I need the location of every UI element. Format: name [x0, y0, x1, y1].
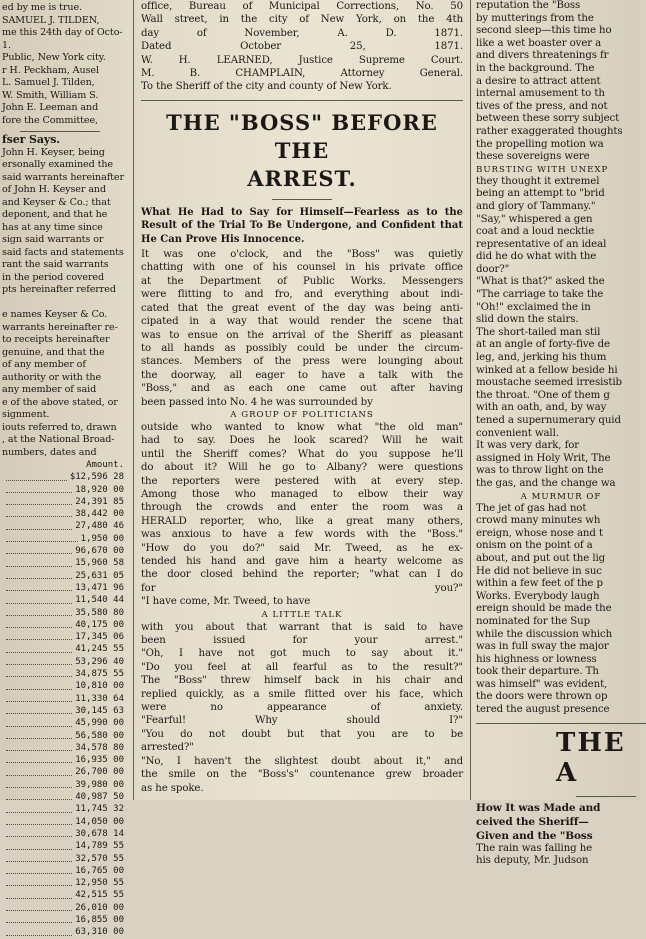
leader-dots — [6, 680, 72, 689]
article-subhead: What He Had to Say for Himself—Fearless as to the Result of the Trial To Be Undergone, and Confident that He Can Prove His Innocence. — [141, 206, 463, 245]
text-line: were no appearance of anxiety. — [141, 702, 463, 714]
leader-dots — [6, 717, 72, 726]
ledger-amount: 41,245 55 — [75, 644, 124, 655]
leader-dots — [6, 754, 72, 763]
text-line: were flitting to and fro, and everything about indi- — [141, 289, 463, 301]
leader-dots — [6, 508, 72, 517]
right-paragraph-1 — [476, 176, 646, 491]
text-line: The "Boss" threw himself back in his chair and — [141, 675, 463, 687]
text-line: "What is that?" asked the — [476, 276, 605, 288]
leader-dots — [6, 656, 72, 665]
ledger-amount: 30,145 63 — [75, 705, 124, 716]
text-line: pts hereinafter referred — [2, 284, 116, 295]
text-line: said warrants hereinafter — [2, 171, 124, 183]
text-line: nominated for the Sup — [476, 615, 591, 627]
subsection-head-talk: A LITTLE TALK — [261, 609, 343, 620]
ledger-table — [0, 459, 130, 939]
text-line: r H. Peckham, Ausel — [2, 64, 99, 76]
text-line: "Oh!" exclaimed the in — [476, 301, 591, 313]
left-section-head: fser Says. — [2, 133, 61, 146]
text-line: leg, and, jerking his thum — [476, 352, 607, 364]
text-line: rant the said warrants — [2, 259, 109, 270]
text-line: his deputy, Mr. Judson — [476, 855, 589, 867]
text-line: ed by me is true. — [2, 2, 82, 13]
subhead-line: How It was Made and — [476, 801, 601, 814]
ledger-row — [2, 545, 124, 557]
text-line: these sovereigns were — [476, 151, 590, 163]
column-rule-right — [470, 0, 471, 800]
ledger-row — [2, 643, 124, 655]
ledger-row — [2, 705, 124, 717]
right-top-text — [476, 0, 646, 164]
headline-line-2: ARREST. — [247, 165, 357, 191]
ledger-amount: 10,810 00 — [75, 681, 124, 692]
leader-dots — [6, 877, 72, 886]
ledger-amount: 13,471 96 — [75, 582, 124, 593]
text-line: the door closed behind the reporter; "what can I do — [141, 569, 463, 581]
ledger-amount: 24,391 85 — [75, 496, 124, 507]
text-line: door?" — [476, 263, 510, 275]
text-line: the propelling motion wa — [476, 138, 604, 150]
ledger-amount: 39,980 00 — [75, 779, 124, 790]
text-line: tives of the press, and not — [476, 100, 608, 112]
text-line: onism on the point of a — [476, 540, 593, 552]
text-line: Wall street, in the city of New York, on the 4th — [141, 14, 463, 26]
ledger-amount: 1,950 00 — [80, 533, 124, 544]
leader-dots — [6, 643, 72, 652]
text-line: John H. Keyser, being — [2, 146, 105, 158]
ledger-amount: 40,987 50 — [75, 792, 124, 803]
text-line: Among those who managed to elbow their way — [141, 488, 463, 500]
ledger-row — [2, 730, 124, 742]
text-line: e names Keyser & Co. — [2, 309, 108, 320]
leader-dots — [6, 828, 72, 837]
text-line: office, Bureau of Municipal Corrections, No. 50 — [141, 1, 463, 12]
text-line: the reporters were pestered with at every step. — [141, 475, 463, 487]
ledger-row — [2, 631, 124, 643]
text-line: to all hands as possibly could be under the circum- — [141, 342, 463, 354]
text-line: the smile on the "Boss's" countenance grew broader — [141, 769, 463, 781]
text-line: tered the august presence — [476, 704, 610, 716]
ledger-amount: 30,678 14 — [75, 828, 124, 839]
text-line: cipated in a way that would render the scene that — [141, 316, 463, 328]
text-line: John E. Leeman and — [2, 102, 99, 113]
leader-dots — [6, 853, 72, 862]
text-line: me this 24th day of Octo- — [2, 27, 123, 38]
ledger-row — [2, 668, 124, 680]
text-line: of any member of — [2, 359, 86, 370]
text-line: "No, I haven't the slightest doubt about it," and — [141, 755, 463, 767]
text-line: "The carriage to take the — [476, 289, 604, 301]
text-line: of John H. Keyser and — [2, 184, 107, 195]
leader-dots — [6, 889, 72, 898]
center-column — [141, 0, 463, 800]
text-line: and glory of Tammany." — [476, 200, 596, 212]
text-line: "Fearful! Why should I?" — [141, 715, 463, 727]
article-paragraph-1 — [141, 248, 463, 409]
text-line: was anxious to have a few words with the "Boss." — [141, 529, 463, 541]
ledger-amount: 11,540 44 — [75, 595, 124, 606]
ledger-row — [2, 693, 124, 705]
ledger-amount: 34,578 80 — [75, 742, 124, 753]
text-line: was himself" was evident, — [476, 678, 608, 690]
ledger-row — [2, 496, 124, 508]
leader-dots — [6, 779, 72, 788]
ledger-row — [2, 926, 124, 938]
text-line: L. Samuel J. Tilden, — [2, 77, 95, 88]
right-subsection-head-1: BURSTING WITH UNEXP — [476, 164, 609, 175]
ledger-amount: 53,296 40 — [75, 656, 124, 667]
subhead-line: ceived the Sheriff— — [476, 815, 589, 828]
text-line: W. Smith, William S. — [2, 89, 99, 101]
ledger-header — [2, 459, 124, 471]
text-line — [2, 297, 126, 310]
text-line: ereign, whose nose and t — [476, 527, 603, 539]
text-line: been passed into No. 4 he was surrounded by — [141, 396, 373, 408]
text-line: between these sorry subject — [476, 113, 620, 125]
left-body-text — [0, 147, 130, 460]
text-line: was to throw light on the — [476, 465, 604, 477]
text-line: cated that the great event of the day was being anti- — [141, 302, 463, 314]
text-line: they thought it extremel — [476, 175, 600, 187]
ledger-amount: 12,950 55 — [75, 878, 124, 889]
text-line: and Keyser & Co.; that — [2, 196, 111, 208]
ledger-row — [2, 607, 124, 619]
text-line: Dated October 25, 1871. — [141, 41, 463, 53]
text-line: replied quickly, as a smile flitted over his face, which — [141, 688, 463, 700]
article-paragraph-2 — [141, 421, 463, 609]
ledger-amount: 16,855 00 — [75, 914, 124, 925]
ledger-amount: 17,345 06 — [75, 632, 124, 643]
text-line: do about it? Will he go to Albany? were questions — [141, 462, 463, 474]
text-line: ersonally examined the — [2, 159, 113, 170]
ledger-amount: 63,310 00 — [75, 927, 124, 938]
left-divider — [20, 131, 100, 132]
text-line: He did not believe in suc — [476, 565, 602, 577]
text-line: for you?" — [141, 582, 463, 594]
headline-rule-short — [272, 199, 332, 200]
ledger-amount: 16,765 00 — [75, 865, 124, 876]
ledger-amount: 26,010 00 — [75, 902, 124, 913]
text-line: e of the above stated, or — [2, 396, 118, 408]
ledger-row — [2, 754, 124, 766]
ledger-amount: 11,745 32 — [75, 804, 124, 815]
text-line: fore the Committee, — [2, 114, 98, 126]
text-line: , at the National Broad- — [2, 434, 115, 445]
text-line: deponent, and that he — [2, 209, 108, 220]
text-line: internal amusement to th — [476, 88, 605, 100]
ledger-amount: 27,480 46 — [75, 521, 124, 532]
text-line: HERALD reporter, who, like a great many others, — [141, 515, 463, 527]
ledger-row — [2, 791, 124, 803]
text-line: The rain was falling he — [476, 842, 593, 854]
text-line: through the crowds and enter the room was a — [141, 502, 463, 514]
ledger-row — [2, 533, 124, 545]
text-line: To the Sheriff of the city and county of New York. — [141, 81, 392, 93]
column-rule-left — [133, 0, 134, 800]
text-line: at an angle of forty-five de — [476, 339, 610, 351]
ledger-amount: 34,875 55 — [75, 669, 124, 680]
text-line: has at any time since — [2, 221, 103, 233]
ledger-row — [2, 742, 124, 754]
text-line: coat and a loud necktie — [476, 226, 595, 238]
text-line: arrested?" — [141, 742, 194, 754]
text-line: outside who wanted to know what "the old man" — [141, 421, 463, 433]
text-line: reputation the "Boss — [476, 0, 581, 11]
text-line: The jet of gas had not — [476, 502, 587, 514]
leader-dots — [6, 484, 72, 493]
text-line: been issued for your arrest." — [141, 635, 463, 647]
ledger-amount: 42,515 55 — [75, 890, 124, 901]
text-line: did he do what with the — [476, 251, 597, 263]
ledger-row — [2, 594, 124, 606]
text-line: as he spoke. — [141, 782, 204, 794]
text-line: with an oath, and, by way — [476, 402, 607, 414]
text-line: genuine, and that the — [2, 346, 105, 358]
headline-rule-top — [141, 100, 463, 101]
headline-line-1: THE "BOSS" BEFORE THE — [166, 109, 438, 163]
text-line: It was very dark, for — [476, 440, 580, 452]
left-top-text — [0, 0, 130, 127]
text-line: the doors were thrown op — [476, 691, 608, 703]
leader-dots — [6, 570, 72, 579]
text-line: rather exaggerated thoughts — [476, 125, 623, 137]
leader-dots — [6, 619, 72, 628]
leader-dots — [6, 816, 72, 825]
text-line: SAMUEL J. TILDEN, — [2, 14, 100, 26]
text-line: It was one o'clock, and the "Boss" was quietly — [141, 249, 463, 261]
ledger-row — [2, 816, 124, 828]
text-line: sign said warrants or — [2, 234, 104, 245]
text-line: Public, New York city. — [2, 52, 106, 63]
leader-dots — [6, 926, 72, 935]
text-line: moustache seemed irresistib — [476, 377, 622, 389]
text-line: until the Sheriff comes? What do you suppose he'll — [141, 448, 463, 460]
ledger-amount: 56,580 00 — [75, 730, 124, 741]
text-line: at the Department of Public Works. Messengers — [141, 275, 463, 287]
text-line: within a few feet of the p — [476, 578, 603, 590]
text-line: tended his hand and gave him a hearty welcome as — [141, 556, 463, 567]
left-column — [0, 0, 130, 938]
text-line: "Do you feel at all fearful as to the result?" — [141, 661, 463, 673]
ledger-row — [2, 914, 124, 926]
text-line: representative of an ideal — [476, 238, 607, 250]
article-paragraph-3 — [141, 621, 463, 795]
text-line: his highness or lowness — [476, 653, 597, 665]
ledger-row — [2, 853, 124, 865]
ledger-amount: 38,442 00 — [75, 509, 124, 520]
ledger-amount: 25,631 05 — [75, 570, 124, 581]
right-paragraph-3 — [476, 843, 646, 868]
ledger-row — [2, 766, 124, 778]
ledger-row — [2, 570, 124, 582]
text-line: numbers, dates and — [2, 446, 97, 458]
text-line: Works. Everybody laugh — [476, 590, 600, 602]
text-line: being an attempt to "brid — [476, 188, 605, 200]
subsection-head-politicians: A GROUP OF POLITICIANS — [230, 409, 374, 420]
text-line: took their departure. Th — [476, 666, 599, 678]
text-line: slid down the stairs. — [476, 314, 579, 326]
leader-dots — [6, 803, 72, 812]
text-line: while the discussion which — [476, 628, 613, 640]
text-line: "Oh, I have not got much to say about it." — [141, 648, 463, 660]
ledger-row — [2, 471, 124, 483]
leader-dots — [6, 594, 72, 603]
text-line: the throat. "One of them g — [476, 389, 610, 401]
text-line: said facts and statements — [2, 246, 124, 258]
right-subsection-head-2: A MURMUR OF — [520, 491, 602, 502]
text-line: was to ensue on the arrival of the Sheriff as pleasant — [141, 329, 463, 341]
text-line: "I have come, Mr. Tweed, to have — [141, 596, 311, 608]
text-line: had to say. Does he look scared? Will he wait — [141, 435, 463, 447]
ledger-row — [2, 840, 124, 852]
text-line: M. B. CHAMPLAIN, Attorney General. — [141, 68, 463, 80]
ledger-row — [2, 508, 124, 520]
leader-dots — [6, 730, 72, 739]
leader-dots — [6, 582, 72, 591]
leader-dots — [6, 865, 72, 874]
text-line: convenient wall. — [476, 427, 559, 439]
leader-dots — [6, 668, 72, 677]
text-line: "How do you do?" said Mr. Tweed, as he ex- — [141, 542, 463, 554]
leader-dots — [6, 631, 72, 640]
ledger-amount: 16,935 00 — [75, 755, 124, 766]
text-line: was in full sway the major — [476, 641, 609, 653]
right-paragraph-2 — [476, 503, 646, 717]
ledger-row — [2, 656, 124, 668]
ledger-amount: 15,960 58 — [75, 558, 124, 569]
right-column — [476, 0, 646, 867]
text-line: in the background. The — [476, 62, 595, 74]
text-line: "Boss," and as each one came out after having — [141, 383, 463, 395]
text-line: "You do not doubt but that you are to be — [141, 728, 463, 740]
ledger-amount: 14,789 55 — [75, 841, 124, 852]
leader-dots — [6, 791, 72, 800]
ledger-amount: 11,330 64 — [75, 693, 124, 704]
leader-dots — [6, 840, 72, 849]
center-top-text — [141, 0, 463, 94]
ledger-row — [2, 902, 124, 914]
ledger-row — [2, 619, 124, 631]
ledger-amount: 32,570 55 — [75, 853, 124, 864]
leader-dots — [6, 766, 72, 775]
text-line: and divers threatenings fr — [476, 50, 609, 62]
ledger-amount: 14,050 00 — [75, 816, 124, 827]
text-line: like a wet boaster over a — [476, 37, 602, 49]
leader-dots — [6, 607, 72, 616]
ledger-row — [2, 484, 124, 496]
text-line: to receipts hereinafter — [2, 334, 110, 345]
text-line: by mutterings from the — [476, 12, 594, 24]
ledger-amount: 40,175 00 — [75, 619, 124, 630]
ledger-row — [2, 717, 124, 729]
text-line: tened a supernumerary quid — [476, 415, 621, 426]
text-line: ereign should be made the — [476, 603, 612, 615]
leader-dots — [6, 902, 72, 911]
ledger-row — [2, 865, 124, 877]
leader-dots — [6, 471, 67, 480]
ledger-amount: 35,580 80 — [75, 607, 124, 618]
leader-dots — [6, 693, 72, 702]
text-line: The short-tailed man stil — [476, 326, 601, 338]
right-headline: THE A — [556, 727, 626, 788]
text-line: "Say," whispered a gen — [476, 213, 593, 225]
leader-dots — [6, 705, 72, 714]
ledger-row — [2, 680, 124, 692]
ledger-amount: 45,990 00 — [75, 718, 124, 729]
text-line: assigned in Holy Writ, The — [476, 452, 611, 464]
ledger-amount: $12,596 28 — [69, 472, 124, 483]
leader-dots — [6, 914, 72, 923]
leader-dots — [6, 545, 72, 554]
text-line: chatting with one of his counsel in his private office — [141, 262, 463, 274]
text-line: stances. Members of the press were lounging about — [141, 356, 463, 368]
text-line: a desire to attract attent — [476, 75, 601, 87]
ledger-row — [2, 779, 124, 791]
text-line: warrants hereinafter re- — [2, 321, 118, 333]
subhead-line: Given and the "Boss — [476, 829, 593, 842]
text-line: crowd many minutes wh — [476, 515, 601, 527]
ledger-row — [2, 877, 124, 889]
ledger-amount: Amount. — [86, 460, 124, 470]
leader-dots — [6, 496, 72, 505]
text-line: authority or with the — [2, 371, 102, 383]
ledger-row — [2, 557, 124, 569]
ledger-row — [2, 889, 124, 901]
text-line: in the period covered — [2, 271, 105, 283]
right-headline-rule-2 — [576, 796, 636, 797]
right-subhead — [476, 801, 646, 843]
text-line: the gas, and the change wa — [476, 477, 616, 489]
text-line: iouts referred to, drawn — [2, 421, 117, 433]
text-line: 1. — [2, 39, 11, 51]
text-line: the doorway, all eager to have a talk with the — [141, 369, 463, 381]
text-line: any member of said — [2, 384, 97, 395]
text-line: second sleep—this time ho — [476, 25, 612, 37]
ledger-amount: 18,920 00 — [75, 484, 124, 495]
right-headline-rule — [476, 723, 646, 724]
ledger-row — [2, 828, 124, 840]
leader-dots — [6, 557, 72, 566]
text-line: signment. — [2, 409, 50, 420]
ledger-amount: 96,670 00 — [75, 546, 124, 557]
ledger-row — [2, 582, 124, 594]
ledger-row — [2, 520, 124, 532]
leader-dots — [6, 742, 72, 751]
text-line: winked at a fellow beside hi — [476, 364, 618, 376]
text-line: about, and put out the lig — [476, 552, 606, 564]
ledger-amount: 26,700 00 — [75, 767, 124, 778]
text-line: day of November, A. D. 1871. — [141, 27, 463, 39]
text-line: with you about that warrant that is said to have — [141, 621, 463, 633]
ledger-row — [2, 803, 124, 815]
text-line: W. H. LEARNED, Justice Supreme Court. — [141, 54, 463, 66]
leader-dots — [6, 533, 78, 542]
leader-dots — [6, 520, 72, 529]
